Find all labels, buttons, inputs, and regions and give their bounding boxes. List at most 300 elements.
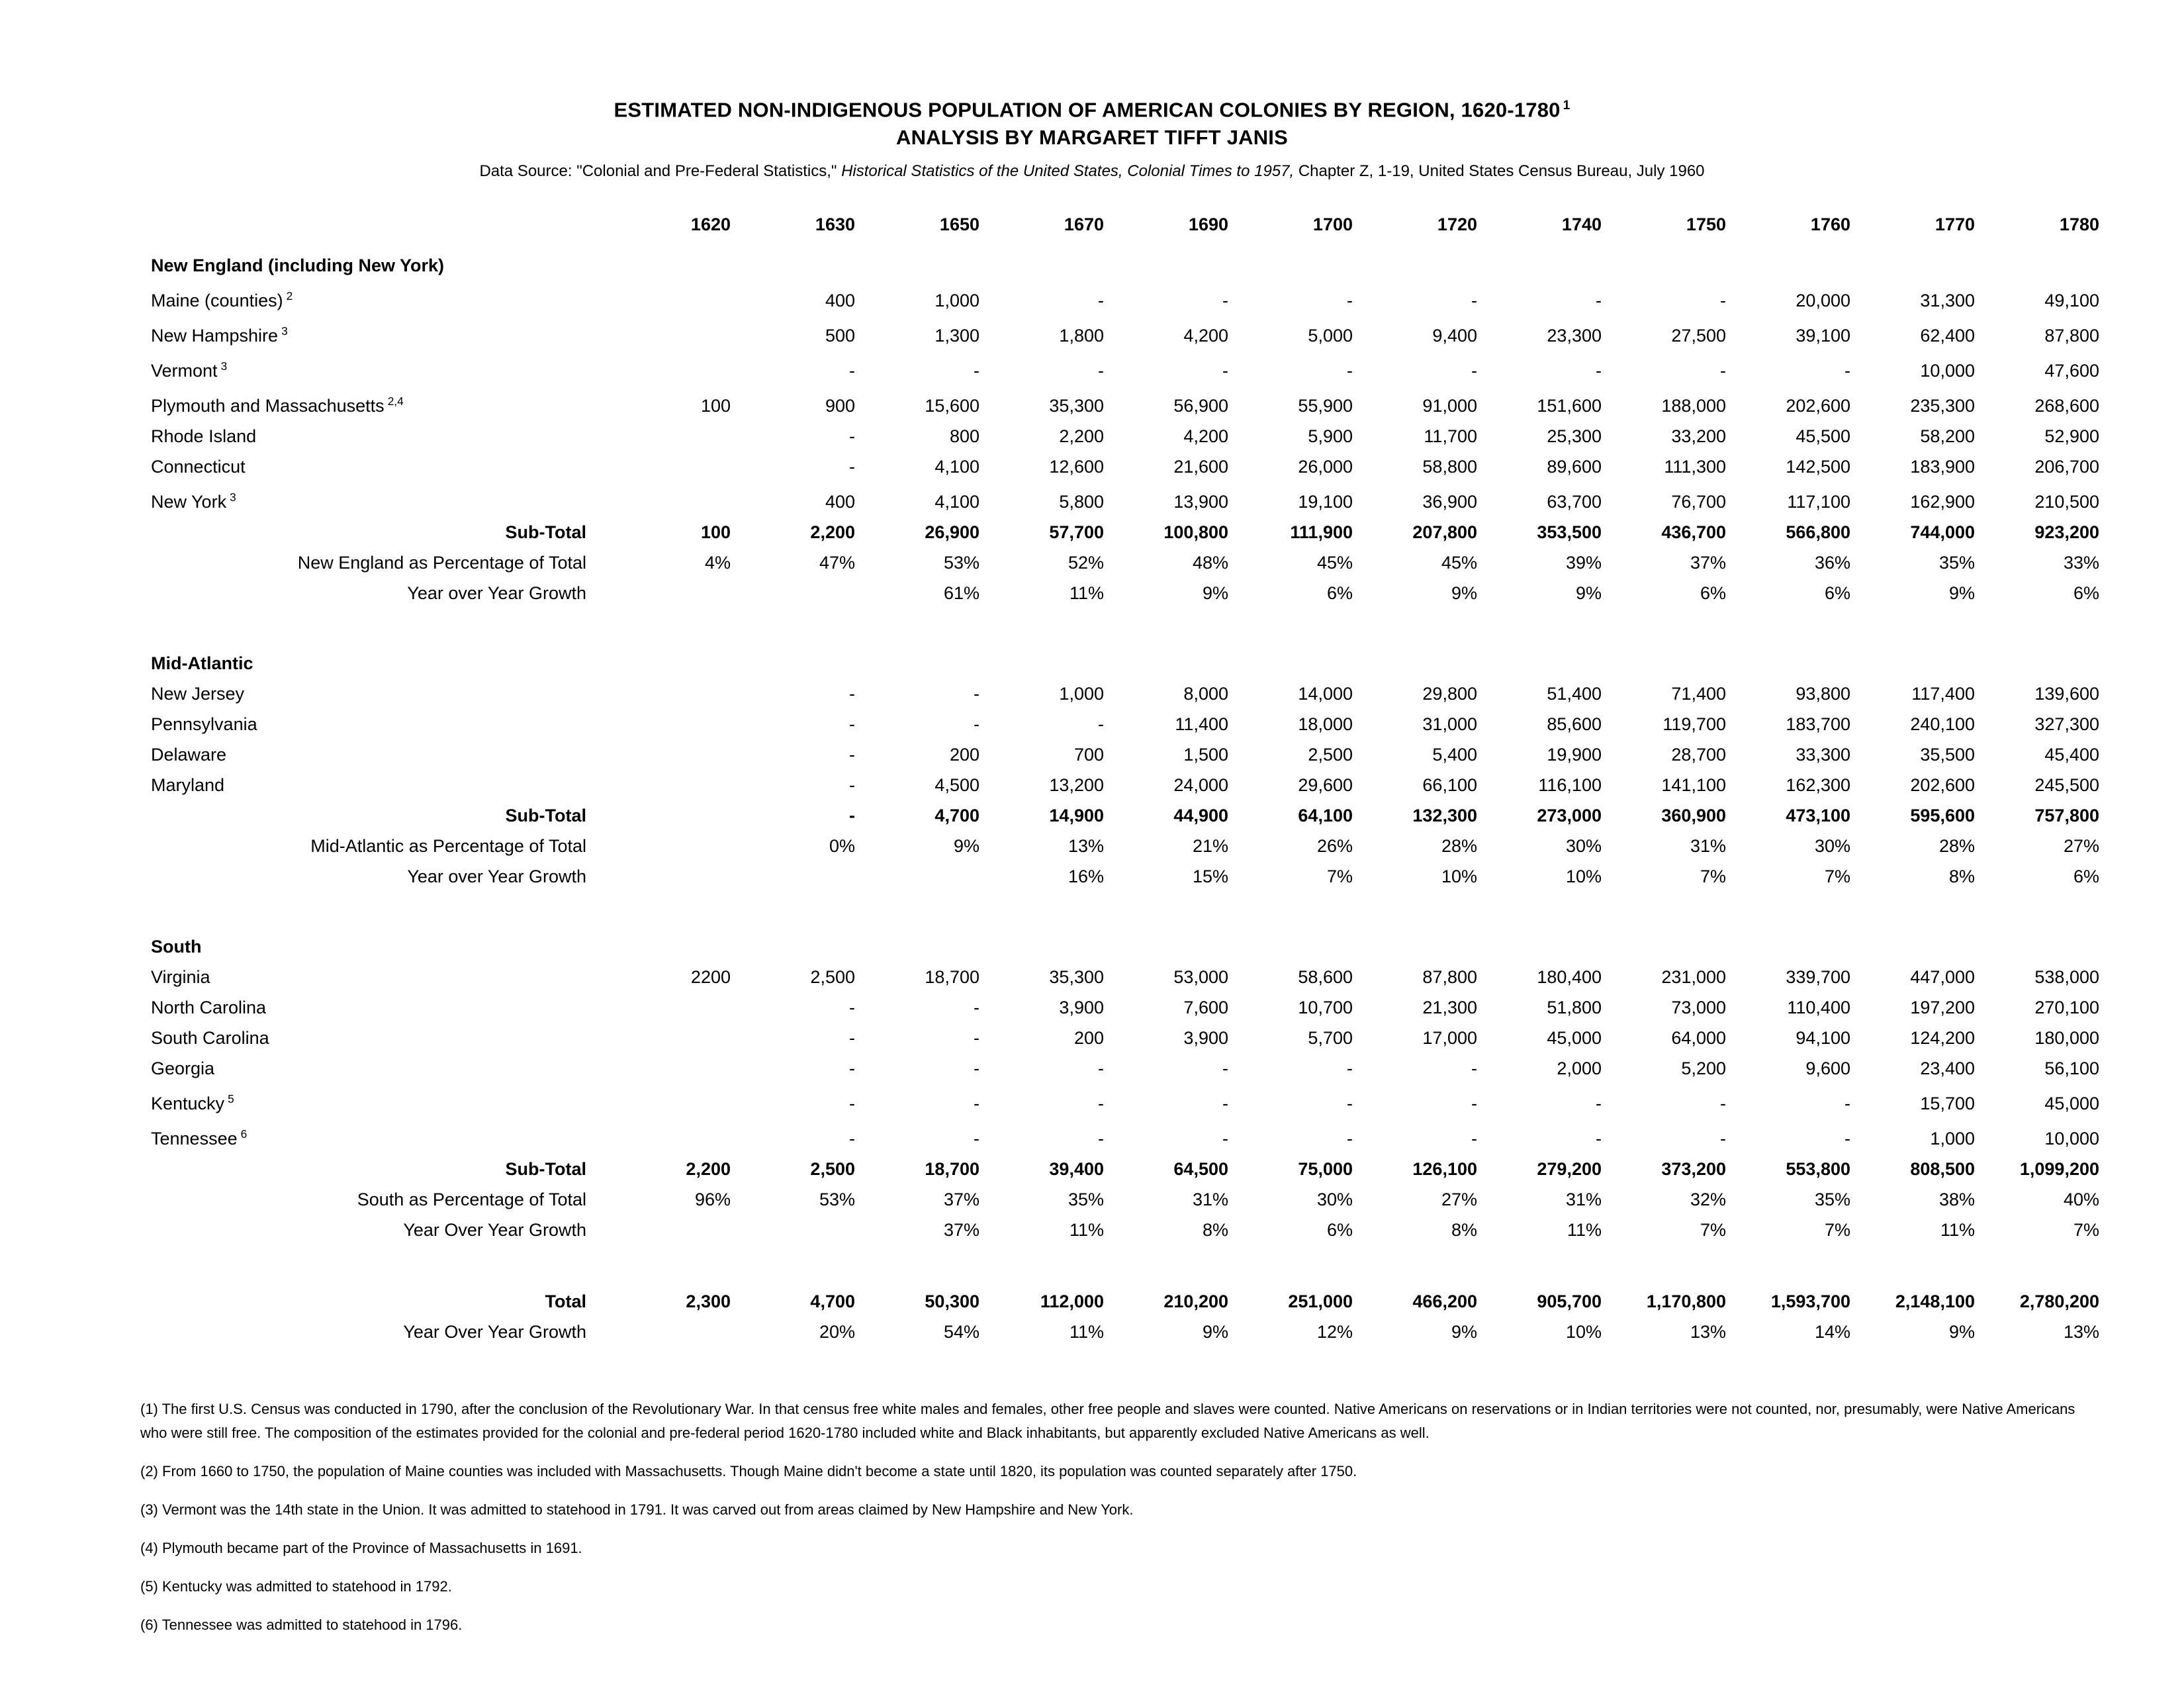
- cell-1630: 47%: [819, 553, 855, 573]
- cell-1630: 400: [825, 291, 855, 311]
- cell-1630: 2,500: [810, 967, 855, 988]
- cell-1650: 4,500: [934, 775, 979, 796]
- cell-1780: 180,000: [2034, 1028, 2099, 1049]
- cell-1700: 10,700: [1298, 998, 1353, 1018]
- cell-1720: 36,900: [1422, 492, 1477, 512]
- cell-1750: 436,700: [1661, 522, 1726, 543]
- cell-1650: 800: [949, 426, 979, 447]
- cell-1760: 33,300: [1796, 745, 1850, 765]
- cell-1650: 26,900: [925, 522, 979, 543]
- cell-1740: 353,500: [1537, 522, 1602, 543]
- cell-1750: 73,000: [1671, 998, 1726, 1018]
- column-header-1620: 1620: [690, 214, 731, 235]
- cell-1670: 2,200: [1059, 426, 1104, 447]
- cell-1780: 6%: [2073, 867, 2099, 887]
- cell-1700: 55,900: [1298, 396, 1353, 416]
- cell-1620: 4%: [704, 553, 731, 573]
- cell-1690: -: [1222, 291, 1228, 311]
- cell-1700: 6%: [1326, 1220, 1353, 1241]
- cell-1630: -: [849, 998, 855, 1018]
- table-row: [151, 679, 2099, 709]
- cell-1620: [606, 770, 731, 800]
- cell-1750: 373,200: [1661, 1159, 1726, 1180]
- spacer-cell: [151, 1245, 2099, 1286]
- cell-1750: -: [1720, 1094, 1726, 1114]
- row-label-text: Maine (counties): [151, 291, 283, 311]
- cell-1630: -: [849, 426, 855, 447]
- row-footnote-ref: 6: [240, 1127, 248, 1141]
- cell-1770: 808,500: [1910, 1159, 1975, 1180]
- row-label-text: Pennsylvania: [151, 714, 257, 735]
- cell-1650: 50,300: [925, 1291, 979, 1312]
- cell-1690: 3,900: [1183, 1028, 1228, 1049]
- cell-1620: [606, 351, 731, 386]
- cell-1630: 2,200: [810, 522, 855, 543]
- table-row: [151, 482, 2099, 517]
- page-title-footnote-ref: 1: [1563, 99, 1570, 113]
- cell-1720: 132,300: [1412, 806, 1477, 826]
- cell-1740: 85,600: [1547, 714, 1602, 735]
- cell-1670: -: [1098, 291, 1104, 311]
- cell-1720: 466,200: [1412, 1291, 1477, 1312]
- cell-1760: 202,600: [1786, 396, 1850, 416]
- cell-1780: 10,000: [2044, 1129, 2099, 1149]
- cell-1670: 52%: [1068, 553, 1104, 573]
- cell-1750: -: [1720, 1129, 1726, 1149]
- cell-1750: 71,400: [1671, 684, 1726, 704]
- cell-1770: 183,900: [1910, 457, 1975, 477]
- cell-1780: 210,500: [2034, 492, 2099, 512]
- cell-1760: 142,500: [1786, 457, 1850, 477]
- cell-1750: 13%: [1690, 1322, 1726, 1342]
- cell-1720: 5,400: [1432, 745, 1477, 765]
- cell-1760: 339,700: [1786, 967, 1850, 988]
- cell-1750: -: [1720, 361, 1726, 381]
- cell-1670: 16%: [1068, 867, 1104, 887]
- cell-1690: -: [1222, 1129, 1228, 1149]
- cell-1760: 93,800: [1796, 684, 1850, 704]
- cell-1780: 923,200: [2034, 522, 2099, 543]
- cell-1750: 1,170,800: [1646, 1291, 1726, 1312]
- row-label-text: Connecticut: [151, 457, 246, 477]
- population-table: [151, 209, 2099, 1347]
- year-header-row: [151, 209, 2099, 240]
- cell-1630: [731, 578, 855, 608]
- cell-1690: 48%: [1192, 553, 1228, 573]
- cell-1720: 21,300: [1422, 998, 1477, 1018]
- cell-1690: 21,600: [1173, 457, 1228, 477]
- cell-1700: 5,000: [1308, 326, 1353, 346]
- growth-label: Year Over Year Growth: [403, 1220, 586, 1241]
- row-footnote-ref: 3: [220, 359, 228, 373]
- cell-1720: 91,000: [1422, 396, 1477, 416]
- cell-1750: 7%: [1700, 867, 1726, 887]
- cell-1760: 1,593,700: [1770, 1291, 1850, 1312]
- cell-1750: 7%: [1700, 1220, 1726, 1241]
- cell-1740: 10%: [1565, 1322, 1602, 1342]
- cell-1650: 15,600: [925, 396, 979, 416]
- table-row: [151, 1053, 2099, 1084]
- cell-1670: 1,000: [1059, 684, 1104, 704]
- cell-1770: 162,900: [1910, 492, 1975, 512]
- row-footnote-ref: 5: [228, 1092, 234, 1106]
- cell-1770: 35,500: [1920, 745, 1975, 765]
- cell-1650: 54%: [943, 1322, 979, 1342]
- cell-1620: [606, 482, 731, 517]
- cell-1760: 162,300: [1786, 775, 1850, 796]
- row-spacer: [151, 892, 2099, 921]
- region-header-row: [151, 240, 2099, 281]
- document-header: [0, 0, 2184, 185]
- data-source-line: [0, 158, 2184, 185]
- cell-1690: 44,900: [1173, 806, 1228, 826]
- column-header-1630: 1630: [815, 214, 855, 235]
- footnotes-block: [0, 1397, 2184, 1637]
- cell-1690: 13,900: [1173, 492, 1228, 512]
- subtotal-row: [151, 517, 2099, 547]
- cell-1750: 31%: [1690, 836, 1726, 857]
- cell-1670: 39,400: [1049, 1159, 1104, 1180]
- cell-1670: -: [1098, 361, 1104, 381]
- cell-1690: 100,800: [1163, 522, 1228, 543]
- growth-row: [151, 861, 2099, 892]
- row-label: [151, 351, 606, 386]
- cell-1750: 76,700: [1671, 492, 1726, 512]
- cell-1760: -: [1844, 1094, 1850, 1114]
- subtotal-row: [151, 800, 2099, 831]
- row-footnote-ref: 2,4: [387, 395, 404, 408]
- cell-1630: -: [849, 1129, 855, 1149]
- footnote-2: (2) From 1660 to 1750, the population of Maine counties was included with Massachusetts. Though Maine didn't become a state until 1820, its population was counted separately after 1750.: [140, 1463, 1357, 1480]
- percentage-label: Mid-Atlantic as Percentage of Total: [310, 836, 586, 857]
- cell-1720: 87,800: [1422, 967, 1477, 988]
- cell-1650: 1,000: [934, 291, 979, 311]
- cell-1630: 20%: [819, 1322, 855, 1342]
- table-row: [151, 770, 2099, 800]
- cell-1690: 64,500: [1173, 1159, 1228, 1180]
- population-table-container: [0, 209, 2184, 1347]
- cell-1690: 53,000: [1173, 967, 1228, 988]
- row-label-text: Rhode Island: [151, 426, 257, 447]
- cell-1750: 119,700: [1662, 714, 1726, 735]
- cell-1690: -: [1222, 361, 1228, 381]
- cell-1740: 63,700: [1547, 492, 1602, 512]
- cell-1780: 40%: [2063, 1190, 2099, 1210]
- cell-1770: 58,200: [1920, 426, 1975, 447]
- cell-1740: -: [1596, 291, 1602, 311]
- cell-1770: 9%: [1948, 583, 1975, 604]
- cell-1760: 473,100: [1786, 806, 1850, 826]
- cell-1780: 538,000: [2034, 967, 2099, 988]
- cell-1780: 45,400: [2044, 745, 2099, 765]
- cell-1630: -: [849, 1028, 855, 1049]
- cell-1650: 18,700: [925, 967, 979, 988]
- cell-1760: 94,100: [1796, 1028, 1850, 1049]
- cell-1720: 9%: [1451, 583, 1477, 604]
- table-row: [151, 709, 2099, 739]
- cell-1780: 33%: [2063, 553, 2099, 573]
- cell-1750: 6%: [1700, 583, 1726, 604]
- table-row: [151, 962, 2099, 992]
- cell-1760: 7%: [1824, 867, 1850, 887]
- cell-1770: 28%: [1938, 836, 1975, 857]
- cell-1630: 53%: [819, 1190, 855, 1210]
- cell-1740: 39%: [1565, 553, 1602, 573]
- cell-1760: 9,600: [1805, 1058, 1850, 1079]
- cell-1700: -: [1347, 1058, 1353, 1079]
- cell-1770: 744,000: [1910, 522, 1975, 543]
- row-label: [151, 1023, 606, 1053]
- cell-1770: 202,600: [1910, 775, 1975, 796]
- cell-1770: 124,200: [1910, 1028, 1975, 1049]
- cell-1780: 327,300: [2034, 714, 2099, 735]
- row-label: [151, 451, 606, 482]
- spacer-cell: [151, 892, 2099, 921]
- cell-1650: 4,700: [934, 806, 979, 826]
- cell-1690: 8%: [1202, 1220, 1228, 1241]
- cell-1770: 38%: [1938, 1190, 1975, 1210]
- cell-1740: -: [1596, 361, 1602, 381]
- cell-1720: -: [1471, 1058, 1477, 1079]
- cell-1670: 13%: [1068, 836, 1104, 857]
- cell-1630: 500: [825, 326, 855, 346]
- cell-1630: -: [849, 684, 855, 704]
- cell-1720: 29,800: [1422, 684, 1477, 704]
- table-row: [151, 1084, 2099, 1119]
- cell-1750: 27,500: [1671, 326, 1726, 346]
- cell-1770: 35%: [1938, 553, 1975, 573]
- cell-1620: [606, 739, 731, 770]
- footnote-4: (4) Plymouth became part of the Province of Massachusetts in 1691.: [140, 1540, 582, 1557]
- row-label: [151, 1119, 606, 1154]
- cell-1770: 11%: [1940, 1220, 1975, 1241]
- cell-1740: 51,400: [1547, 684, 1602, 704]
- cell-1780: 7%: [2073, 1220, 2099, 1241]
- cell-1770: 595,600: [1910, 806, 1975, 826]
- cell-1760: 45,500: [1796, 426, 1850, 447]
- cell-1670: 700: [1073, 745, 1104, 765]
- cell-1630: -: [849, 745, 855, 765]
- grand-total-row: [151, 1286, 2099, 1317]
- cell-1620: [606, 1084, 731, 1119]
- cell-1700: 58,600: [1298, 967, 1353, 988]
- cell-1740: 279,200: [1537, 1159, 1602, 1180]
- cell-1770: 240,100: [1910, 714, 1975, 735]
- cell-1690: 21%: [1192, 836, 1228, 857]
- cell-1690: 9%: [1202, 1322, 1228, 1342]
- region-title: New England (including New York): [151, 256, 445, 276]
- cell-1700: -: [1347, 291, 1353, 311]
- cell-1690: -: [1222, 1094, 1228, 1114]
- cell-1690: 4,200: [1183, 326, 1228, 346]
- cell-1780: 6%: [2073, 583, 2099, 604]
- cell-1770: 31,300: [1920, 291, 1975, 311]
- cell-1760: -: [1844, 1129, 1850, 1149]
- cell-1770: 117,400: [1911, 684, 1975, 704]
- column-header-1770: 1770: [1934, 214, 1975, 235]
- cell-1720: -: [1471, 1129, 1477, 1149]
- cell-1670: 5,800: [1059, 492, 1104, 512]
- cell-1760: 553,800: [1786, 1159, 1850, 1180]
- cell-1750: 33,200: [1671, 426, 1726, 447]
- cell-1720: 126,100: [1412, 1159, 1477, 1180]
- column-header-1670: 1670: [1064, 214, 1104, 235]
- cell-1740: 116,100: [1538, 775, 1602, 796]
- row-label: [151, 739, 606, 770]
- cell-1750: 5,200: [1681, 1058, 1726, 1079]
- cell-1670: 1,800: [1059, 326, 1104, 346]
- region-title: Mid-Atlantic: [151, 653, 253, 674]
- cell-1670: -: [1098, 1094, 1104, 1114]
- corner-cell: [151, 209, 606, 240]
- cell-1770: 15,700: [1920, 1094, 1975, 1114]
- cell-1700: 19,100: [1298, 492, 1353, 512]
- row-label-text: Maryland: [151, 775, 225, 796]
- cell-1720: -: [1471, 1094, 1477, 1114]
- cell-1720: 31,000: [1422, 714, 1477, 735]
- row-label-text: Georgia: [151, 1058, 215, 1079]
- cell-1630: -: [849, 775, 855, 796]
- cell-1690: 8,000: [1183, 684, 1228, 704]
- region-header-row: [151, 921, 2099, 962]
- cell-1720: 28%: [1441, 836, 1477, 857]
- cell-1650: -: [974, 1129, 979, 1149]
- row-label: [151, 709, 606, 739]
- cell-1780: 47,600: [2044, 361, 2099, 381]
- data-source-publication: Historical Statistics of the United States, Colonial Times to 1957,: [841, 162, 1295, 181]
- cell-1700: -: [1347, 1129, 1353, 1149]
- cell-1770: 10,000: [1920, 361, 1975, 381]
- cell-1690: 11,400: [1175, 714, 1228, 735]
- row-label: [151, 316, 606, 351]
- cell-1770: 197,200: [1910, 998, 1975, 1018]
- cell-1630: -: [849, 714, 855, 735]
- row-label-text: Virginia: [151, 967, 210, 988]
- row-label: [151, 482, 606, 517]
- cell-1670: 200: [1073, 1028, 1104, 1049]
- cell-1720: 58,800: [1422, 457, 1477, 477]
- cell-1740: 25,300: [1547, 426, 1602, 447]
- percentage-label: South as Percentage of Total: [357, 1190, 586, 1210]
- cell-1780: 52,900: [2044, 426, 2099, 447]
- page-subtitle: ANALYSIS BY MARGARET TIFFT JANIS: [895, 126, 1288, 150]
- cell-1670: -: [1098, 1058, 1104, 1079]
- cell-1770: 1,000: [1930, 1129, 1975, 1149]
- cell-1670: 11%: [1069, 583, 1104, 604]
- table-row: [151, 351, 2099, 386]
- cell-1700: 45%: [1316, 553, 1353, 573]
- cell-1720: 11,700: [1424, 426, 1477, 447]
- cell-1650: -: [974, 361, 979, 381]
- cell-1670: 11%: [1069, 1322, 1104, 1342]
- page-title-text: ESTIMATED NON-INDIGENOUS POPULATION OF AMERICAN COLONIES BY REGION, 1620-1780: [614, 98, 1561, 122]
- cell-1620: [606, 281, 731, 316]
- cell-1620: 100: [700, 522, 731, 543]
- page-title: [0, 93, 2184, 123]
- cell-1700: 7%: [1326, 867, 1353, 887]
- cell-1700: 29,600: [1298, 775, 1353, 796]
- growth-row: [151, 1215, 2099, 1245]
- row-label: [151, 1084, 606, 1119]
- cell-1740: 45,000: [1547, 1028, 1602, 1049]
- cell-1630: 4,700: [810, 1291, 855, 1312]
- cell-1780: 206,700: [2034, 457, 2099, 477]
- cell-1630: 2,500: [810, 1159, 855, 1180]
- cell-1650: 53%: [943, 553, 979, 573]
- cell-1770: 447,000: [1910, 967, 1975, 988]
- cell-1650: -: [974, 1094, 979, 1114]
- cell-1740: 273,000: [1537, 806, 1602, 826]
- cell-1760: 7%: [1824, 1220, 1850, 1241]
- cell-1670: -: [1098, 1129, 1104, 1149]
- cell-1620: [606, 1053, 731, 1084]
- cell-1720: 9,400: [1432, 326, 1477, 346]
- cell-1620: [606, 316, 731, 351]
- cell-1690: -: [1222, 1058, 1228, 1079]
- cell-1740: 2,000: [1557, 1058, 1602, 1079]
- cell-1770: 235,300: [1910, 396, 1975, 416]
- cell-1630: [731, 861, 855, 892]
- cell-1740: 10%: [1565, 867, 1602, 887]
- cell-1780: 139,600: [2034, 684, 2099, 704]
- cell-1650: 18,700: [925, 1159, 979, 1180]
- cell-1700: 6%: [1326, 583, 1353, 604]
- cell-1650: 4,100: [934, 457, 979, 477]
- cell-1740: 31%: [1565, 1190, 1602, 1210]
- cell-1650: -: [974, 998, 979, 1018]
- row-label-text: Kentucky: [151, 1094, 225, 1114]
- cell-1620: [606, 578, 731, 608]
- cell-1750: 37%: [1690, 553, 1726, 573]
- footnote-1: (1) The first U.S. Census was conducted in 1790, after the conclusion of the Revolutionary War. In that census free white males and females, other free people and slaves were counted. Native Americans on reservations or in Indian territories were not counted, nor, presumably, were Native Americans who were still free. The composition of the estimates provided for the colonial and pre-federal period 1620-1780 included white and Black inhabitants, but apparently excluded Native Americans as well.: [140, 1401, 2075, 1442]
- cell-1620: [606, 800, 731, 831]
- row-label: [151, 992, 606, 1023]
- row-label: [151, 770, 606, 800]
- cell-1630: -: [849, 361, 855, 381]
- cell-1760: 35%: [1814, 1190, 1850, 1210]
- cell-1630: 0%: [829, 836, 855, 857]
- cell-1690: 31%: [1192, 1190, 1228, 1210]
- footnote-5: (5) Kentucky was admitted to statehood in 1792.: [140, 1578, 452, 1595]
- cell-1670: 13,200: [1049, 775, 1104, 796]
- cell-1620: 96%: [694, 1190, 731, 1210]
- footnote-3: (3) Vermont was the 14th state in the Union. It was admitted to statehood in 1791. It was carved out from areas claimed by New Hampshire and New York.: [140, 1501, 1134, 1519]
- subtotal-label: Sub-Total: [505, 806, 586, 826]
- cell-1780: 13%: [2063, 1322, 2099, 1342]
- cell-1700: 2,500: [1308, 745, 1353, 765]
- cell-1740: -: [1596, 1129, 1602, 1149]
- table-header: [151, 209, 2099, 240]
- cell-1740: 151,600: [1537, 396, 1602, 416]
- grand-total-growth-row: [151, 1317, 2099, 1347]
- cell-1620: [606, 1317, 731, 1347]
- cell-1620: [606, 992, 731, 1023]
- row-spacer: [151, 608, 2099, 637]
- cell-1620: [606, 679, 731, 709]
- growth-label: Year over Year Growth: [407, 867, 586, 887]
- percentage-row: [151, 1184, 2099, 1215]
- row-footnote-ref: 2: [286, 289, 293, 303]
- grand-total-label: Total: [545, 1291, 586, 1312]
- table-row: [151, 281, 2099, 316]
- cell-1690: 210,200: [1163, 1291, 1228, 1312]
- percentage-label: New England as Percentage of Total: [297, 553, 586, 573]
- cell-1740: -: [1596, 1094, 1602, 1114]
- table-row: [151, 739, 2099, 770]
- cell-1670: 14,900: [1049, 806, 1104, 826]
- row-label-text: New York: [151, 492, 227, 512]
- table-row: [151, 1023, 2099, 1053]
